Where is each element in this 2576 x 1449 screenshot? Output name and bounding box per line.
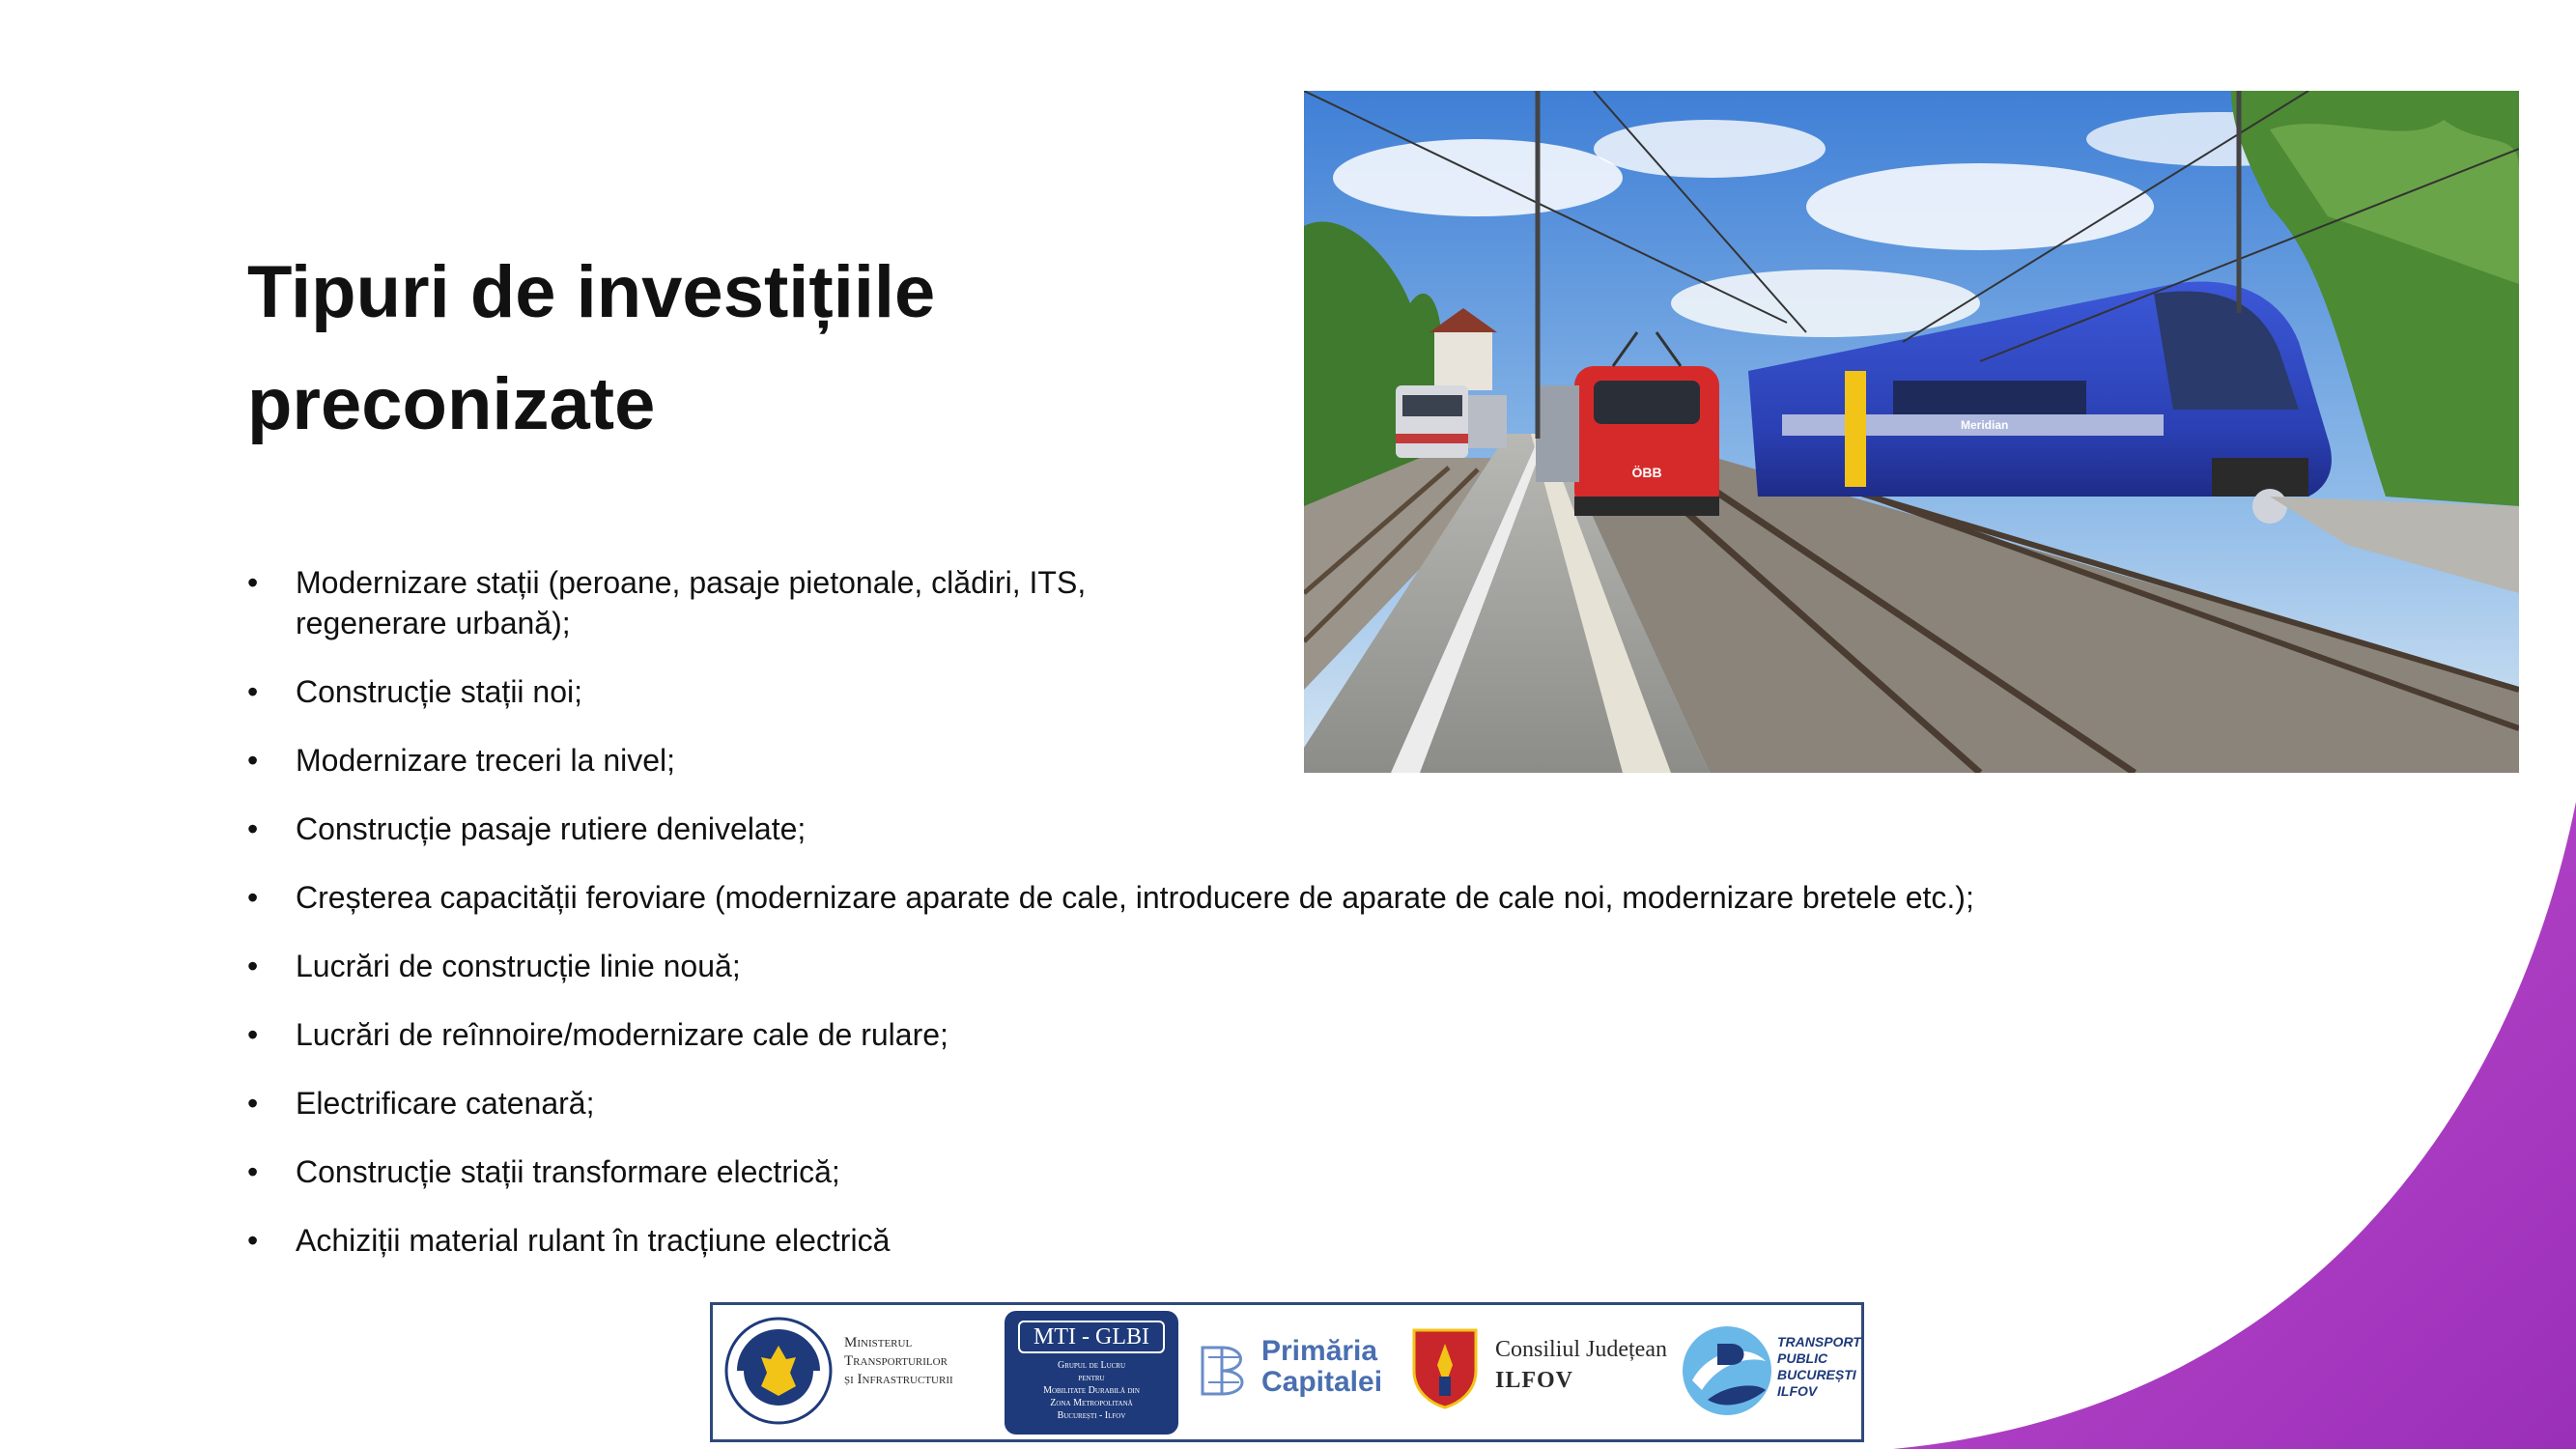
transport-public-name [1777, 1334, 1861, 1400]
list-item-text: Achiziții material rulant în tracțiune electrică [296, 1223, 891, 1258]
building [1434, 332, 1492, 390]
list-item-text-continued: regenerare urbană); [296, 606, 571, 640]
slide-title [247, 237, 1117, 461]
bullet-glyph: • [247, 1154, 259, 1189]
bullet-glyph: • [247, 1223, 259, 1258]
transport-name-line: PUBLIC [1777, 1350, 1828, 1366]
list-item-text: Lucrări de reînnoire/modernizare cale de rulare; [296, 1017, 948, 1052]
meridian-logo-text: Meridian [1961, 418, 2009, 432]
bullet-glyph: • [247, 743, 259, 778]
cloud [1594, 120, 1826, 178]
consiliul-name-line-2: ILFOV [1495, 1368, 1574, 1393]
list-item-text: Construcție stații noi; [296, 674, 583, 709]
list-item [247, 1220, 2276, 1261]
partner-logos-bar [710, 1302, 1864, 1442]
list-item-text: Construcție stații transformare electrică; [296, 1154, 840, 1189]
bullet-glyph: • [247, 1086, 259, 1121]
glbi-title: MTI - GLBI [1018, 1321, 1165, 1353]
list-item [247, 562, 1165, 643]
primaria-capitalei-name [1261, 1336, 1382, 1398]
list-item-text: Modernizare stații (peroane, pasaje pietonale, clădiri, ITS, [296, 565, 1087, 600]
list-item-text: Electrificare catenară; [296, 1086, 595, 1121]
mti-ministry-name-line-1: Ministerul Transporturilor [844, 1335, 948, 1369]
mti-ministry-name-line-2: și Infrastructurii [844, 1372, 953, 1387]
list-item [247, 877, 2276, 918]
transport-name-line: BUCUREȘTI [1777, 1367, 1856, 1382]
bullet-glyph: • [247, 949, 259, 983]
grey-train [1396, 385, 1507, 458]
transport-name-line: ILFOV [1777, 1383, 1818, 1399]
list-item-text: Creșterea capacității feroviare (modernizare aparate de cale, introducere de aparate de cale noi, modernizare bretele etc.); [296, 880, 1974, 915]
bullet-glyph: • [247, 565, 259, 600]
obb-logo-text: ÖBB [1631, 465, 1662, 480]
mti-glbi-logo [1005, 1311, 1178, 1435]
list-item [247, 1083, 2276, 1123]
list-item [247, 1014, 2276, 1055]
list-item-text: Modernizare treceri la nivel; [296, 743, 676, 778]
cloud [1806, 163, 2154, 250]
glbi-subtitle-line: București - Ilfov [1057, 1410, 1126, 1421]
list-item [247, 1151, 2276, 1192]
consiliul-judetean-ilfov-name [1495, 1334, 1667, 1396]
romanian-government-seal-icon [724, 1317, 833, 1425]
primaria-name-line-1: Primăria [1261, 1335, 1378, 1367]
list-item [247, 946, 2276, 986]
glbi-subtitle-line: Zona Metropolitană [1050, 1398, 1133, 1408]
glbi-subtitle-line: pentru [1078, 1373, 1105, 1383]
bullet-glyph: • [247, 674, 259, 709]
consiliul-name-line-1: Consiliul Județean [1495, 1337, 1667, 1362]
train-station-photo [1304, 91, 2519, 773]
primaria-name-line-2: Capitalei [1261, 1366, 1383, 1398]
primaria-b-icon [1201, 1344, 1251, 1398]
transport-public-b-icon [1679, 1322, 1775, 1419]
list-item-text: Construcție pasaje rutiere denivelate; [296, 811, 807, 846]
list-item-text: Lucrări de construcție linie nouă; [296, 949, 741, 983]
glbi-subtitle-line: Grupul de Lucru [1057, 1360, 1126, 1371]
cloud [1671, 270, 1980, 337]
glbi-subtitle [1005, 1359, 1178, 1422]
slide-title-line-1: Tipuri de investițiile [247, 251, 936, 333]
glbi-subtitle-line: Mobilitate Durabilă din [1043, 1385, 1140, 1396]
cloud [1333, 139, 1623, 216]
bullet-glyph: • [247, 880, 259, 915]
slide-title-line-2: preconizate [247, 363, 656, 445]
bullet-glyph: • [247, 811, 259, 846]
mti-ministry-name [844, 1334, 1018, 1389]
transport-name-line: TRANSPORT [1777, 1334, 1861, 1350]
list-item [247, 809, 2276, 849]
bullet-glyph: • [247, 1017, 259, 1052]
ilfov-coat-of-arms-icon [1410, 1326, 1480, 1409]
